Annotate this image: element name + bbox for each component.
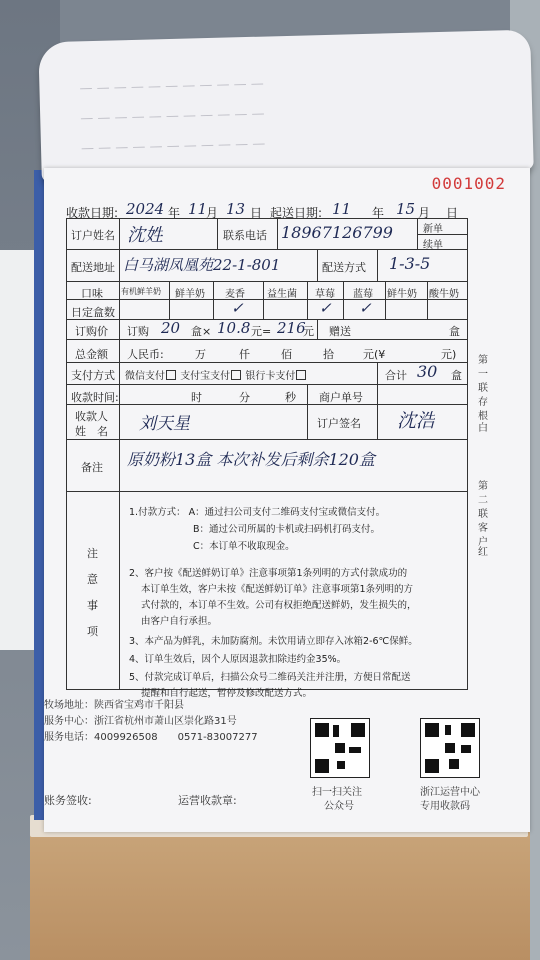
receive-day: 13 bbox=[226, 200, 246, 218]
copy1-color: 白 bbox=[478, 423, 488, 434]
merchant-no-label: 商户单号 bbox=[319, 391, 363, 404]
service-phone: 服务电话：4009926508 0571-83007277 bbox=[44, 732, 258, 743]
address-value: 白马湖凤凰苑22-1-801 bbox=[123, 256, 281, 274]
pay-wechat-label: 微信支付 bbox=[125, 371, 165, 382]
receive-year: 2024 bbox=[126, 200, 165, 218]
notice-5a: 5、付款完成订单后，扫描公众号二维码关注并注册，方便日常配送 bbox=[129, 672, 411, 683]
remark-label: 备注 bbox=[81, 461, 103, 474]
notice-1a: 1.付款方式： A：通过扫公司支付二维码支付宝或微信支付。 bbox=[129, 507, 386, 518]
copy1-label: 第一联存根 bbox=[478, 355, 488, 422]
remark-value: 原奶粉13盒 本次补发后剩余120盒 bbox=[127, 450, 375, 469]
qr2-caption-1: 浙江运营中心 bbox=[420, 787, 480, 798]
copy2-label: 第二联客户 bbox=[478, 481, 488, 548]
pay-alipay-checkbox[interactable] bbox=[231, 370, 241, 380]
notice-4: 4、订单生效后，因个人原因退款扣除违约金35%。 bbox=[129, 654, 347, 665]
flavor-probiotic: 益生菌 bbox=[267, 289, 297, 300]
notice-2d: 由客户自行承担。 bbox=[141, 616, 218, 627]
price-label: 订购价 bbox=[75, 325, 108, 338]
qr2-caption-2: 专用收款码 bbox=[420, 801, 470, 812]
flavor-label: 口味 bbox=[81, 287, 103, 300]
notice-2c: 式付款的，本订单不生效。公司有权拒绝配送鲜奶，发生损失的， bbox=[141, 600, 417, 611]
flavor-strawberry: 草莓 bbox=[315, 289, 335, 300]
notice-3: 3、本产品为鲜乳，未加防腐剂。未饮用请立即存入冰箱2-6℃保鲜。 bbox=[129, 636, 418, 647]
pay-card-label: 银行卡支付 bbox=[245, 371, 296, 382]
notice-5b: 提醒和自行起送，暂停及修改配送方式。 bbox=[141, 688, 313, 699]
customer-sign-label: 订户签名 bbox=[317, 417, 361, 430]
pay-wechat-checkbox[interactable] bbox=[166, 370, 176, 380]
farm-address: 牧场地址：陕西省宝鸡市千阳县 bbox=[44, 700, 184, 711]
start-month: 11 bbox=[332, 200, 352, 218]
delivery-method: 1-3-5 bbox=[389, 254, 431, 273]
flavor-malt: 麦香 bbox=[225, 289, 245, 300]
copy2-color: 红 bbox=[478, 547, 488, 558]
daily-boxes-label: 日定盒数 bbox=[71, 306, 115, 319]
payee-label-1: 收款人 bbox=[75, 410, 108, 423]
daily-mark-strawberry: ✓ bbox=[319, 299, 332, 317]
flavor-yogurt: 酸牛奶 bbox=[429, 289, 459, 300]
phone-value: 18967126799 bbox=[281, 223, 393, 242]
order-table: 订户姓名 沈姓 联系电话 18967126799 新单 续单 配送地址 白马湖凤凰苑22-1-801 配送方式 1-3-5 口味 有机鲜羊奶 鲜羊奶 麦香 益生菌 草莓 蓝莓 鲜牛奶 酸牛奶 日定盒数 ✓ ✓ ✓ 订购价 订购 20 盒× 10.8 元= 216 元 赠送 盒 总金额 人民币: 万 仟 佰 拾 元(¥ 元) 支付方式 微信支付 支付宝支付 银行卡支付 合计 30 盒 收款时间: 时 分 秒 商户单号 收款人 姓 名 刘天星 订户签名 沈浩 备注 原奶粉13盒 本次补发后剩余120盒 注 意 事 项 1.付款方式： A：通过扫公司支付二维码支付宝或微信支付。 B：通过公司所属的卡机或扫码机打码支付。 C：本订单不收取现金。 2、客户按《配送鲜奶订单》注意事项第1条列明的方式付款成功的 本订单生效，客户未按《配送鲜奶订单》注意事项第1条列明的方 式付款的，本订单不生效。公司有权拒绝配送鲜奶，发生损失的， 由客户自行承担。 3、本产品为鲜乳，未加防腐剂。未饮用请立即存入冰箱2-6℃保鲜。 4、订单生效后，因个人原因退款扣除违约金35%。 5、付款完成订单后，扫描公众号二维码关注并注册，方便日常配送 提醒和自行起送，暂停及修改配送方式。 bbox=[66, 218, 468, 690]
wechat-qr-code[interactable] bbox=[310, 718, 370, 778]
flavor-organic-goat: 有机鲜羊奶 bbox=[121, 287, 161, 296]
table-surface bbox=[30, 825, 530, 960]
pay-alipay-label: 支付宝支付 bbox=[180, 371, 231, 382]
start-day: 15 bbox=[396, 200, 416, 218]
flavor-fresh-milk: 鲜牛奶 bbox=[387, 289, 417, 300]
sum-value: 30 bbox=[417, 362, 438, 381]
pay-method-label: 支付方式 bbox=[71, 369, 115, 382]
new-order-label: 新单 bbox=[423, 224, 443, 235]
customer-name: 沈姓 bbox=[127, 225, 163, 246]
account-sign-label: 账务签收: bbox=[44, 794, 92, 807]
delivery-method-label: 配送方式 bbox=[322, 261, 366, 274]
ops-seal-label: 运营收款章: bbox=[178, 794, 237, 807]
payee-label-2: 姓 名 bbox=[75, 425, 108, 438]
notice-1c: C：本订单不收取现金。 bbox=[193, 541, 295, 552]
payee-name: 刘天星 bbox=[139, 414, 190, 434]
flavor-blueberry: 蓝莓 bbox=[353, 289, 373, 300]
flavor-goat: 鲜羊奶 bbox=[175, 289, 205, 300]
address-label: 配送地址 bbox=[71, 261, 115, 274]
renew-order-label: 续单 bbox=[423, 240, 443, 251]
daily-mark-blueberry: ✓ bbox=[359, 299, 372, 317]
customer-name-label: 订户姓名 bbox=[71, 229, 115, 242]
order-quantity: 20 bbox=[161, 319, 181, 337]
sum-label: 合计 bbox=[385, 369, 407, 382]
folded-previous-sheet: — — — — — — — — — — — — — — — — — — — — — — — — — — — — — — — — — bbox=[38, 30, 533, 183]
payment-qr-code[interactable] bbox=[420, 718, 480, 778]
order-form-sheet: 0001002 收款日期: 2024 年 11 月 13 日 起送日期: 11 年 15 月 日 订户姓名 沈姓 联系电话 18967126799 新单 续单 配送地址 白马湖凤凰苑22-1-801 配送方式 1-3-5 口味 有机鲜羊奶 鲜羊奶 麦香 益生菌 草莓 蓝莓 鲜牛奶 酸牛奶 日定盒数 ✓ ✓ ✓ 订购价 订购 20 盒× 10.8 元= 216 元 赠送 盒 总金额 人民币: 万 仟 佰 拾 元(¥ 元) 支付方式 微信支付 支付宝支付 银行卡支付 合计 30 盒 收款时间: 时 分 秒 商户单号 收款人 姓 名 刘天星 订户签名 沈浩 备注 原奶粉13盒 本次补发后剩余120盒 注 意 事 项 1.付款方式： A：通过扫公司支付二维码支付宝或微信支付。 B：通过公司所属的卡机或扫码机打码支付。 C：本订单不收取现金。 2、客户按《配送鲜奶订单》注意事项第1条列明的方式付款成功的 本订单生效，客户未按《配送鲜奶订单》注意事项第1条列明的方 式付款的，本订单不生效。公司有权拒绝配送鲜奶，发生损失的， 由客户自行承担。 3、本产品为鲜乳，未加防腐剂。未饮用请立即存入冰箱2-6℃保鲜。 4、订单生效后，因个人原因退款扣除违约金35%。 5、付款完成订单后，扫描公众号二维码关注并注册，方便日常配送 提醒和自行起送，暂停及修改配送方式。 第一联存根 白 第二联客户 红 牧场地址：陕西省宝鸡市千阳县 服务中心：浙江省杭州市萧山区崇化路31号 服务电话：4009926508 0571-83007277 扫一扫关注 公众号 浙江运营中心 专用收款码 账务签收: 运营收款章: bbox=[44, 168, 530, 832]
customer-signature: 沈浩 bbox=[397, 410, 436, 432]
gift-label: 赠送 bbox=[329, 325, 351, 338]
qr1-caption-2: 公众号 bbox=[324, 801, 354, 812]
unit-price: 10.8 bbox=[217, 319, 251, 337]
qr1-caption-1: 扫一扫关注 bbox=[312, 787, 362, 798]
receive-month: 11 bbox=[188, 200, 208, 218]
serial-number: 0001002 bbox=[431, 174, 506, 193]
notice-1b: B：通过公司所属的卡机或扫码机打码支付。 bbox=[193, 524, 381, 535]
daily-mark-malt: ✓ bbox=[231, 299, 244, 317]
total-amount-label: 总金额 bbox=[75, 348, 108, 361]
order-total: 216 bbox=[277, 319, 306, 337]
pay-card-checkbox[interactable] bbox=[296, 370, 306, 380]
notice-2a: 2、客户按《配送鲜奶订单》注意事项第1条列明的方式付款成功的 bbox=[129, 568, 408, 579]
service-center: 服务中心：浙江省杭州市萧山区崇化路31号 bbox=[44, 716, 237, 727]
receive-time-label: 收款时间: bbox=[71, 391, 119, 404]
notice-2b: 本订单生效，客户未按《配送鲜奶订单》注意事项第1条列明的方 bbox=[141, 584, 414, 595]
phone-label: 联系电话 bbox=[223, 229, 267, 242]
